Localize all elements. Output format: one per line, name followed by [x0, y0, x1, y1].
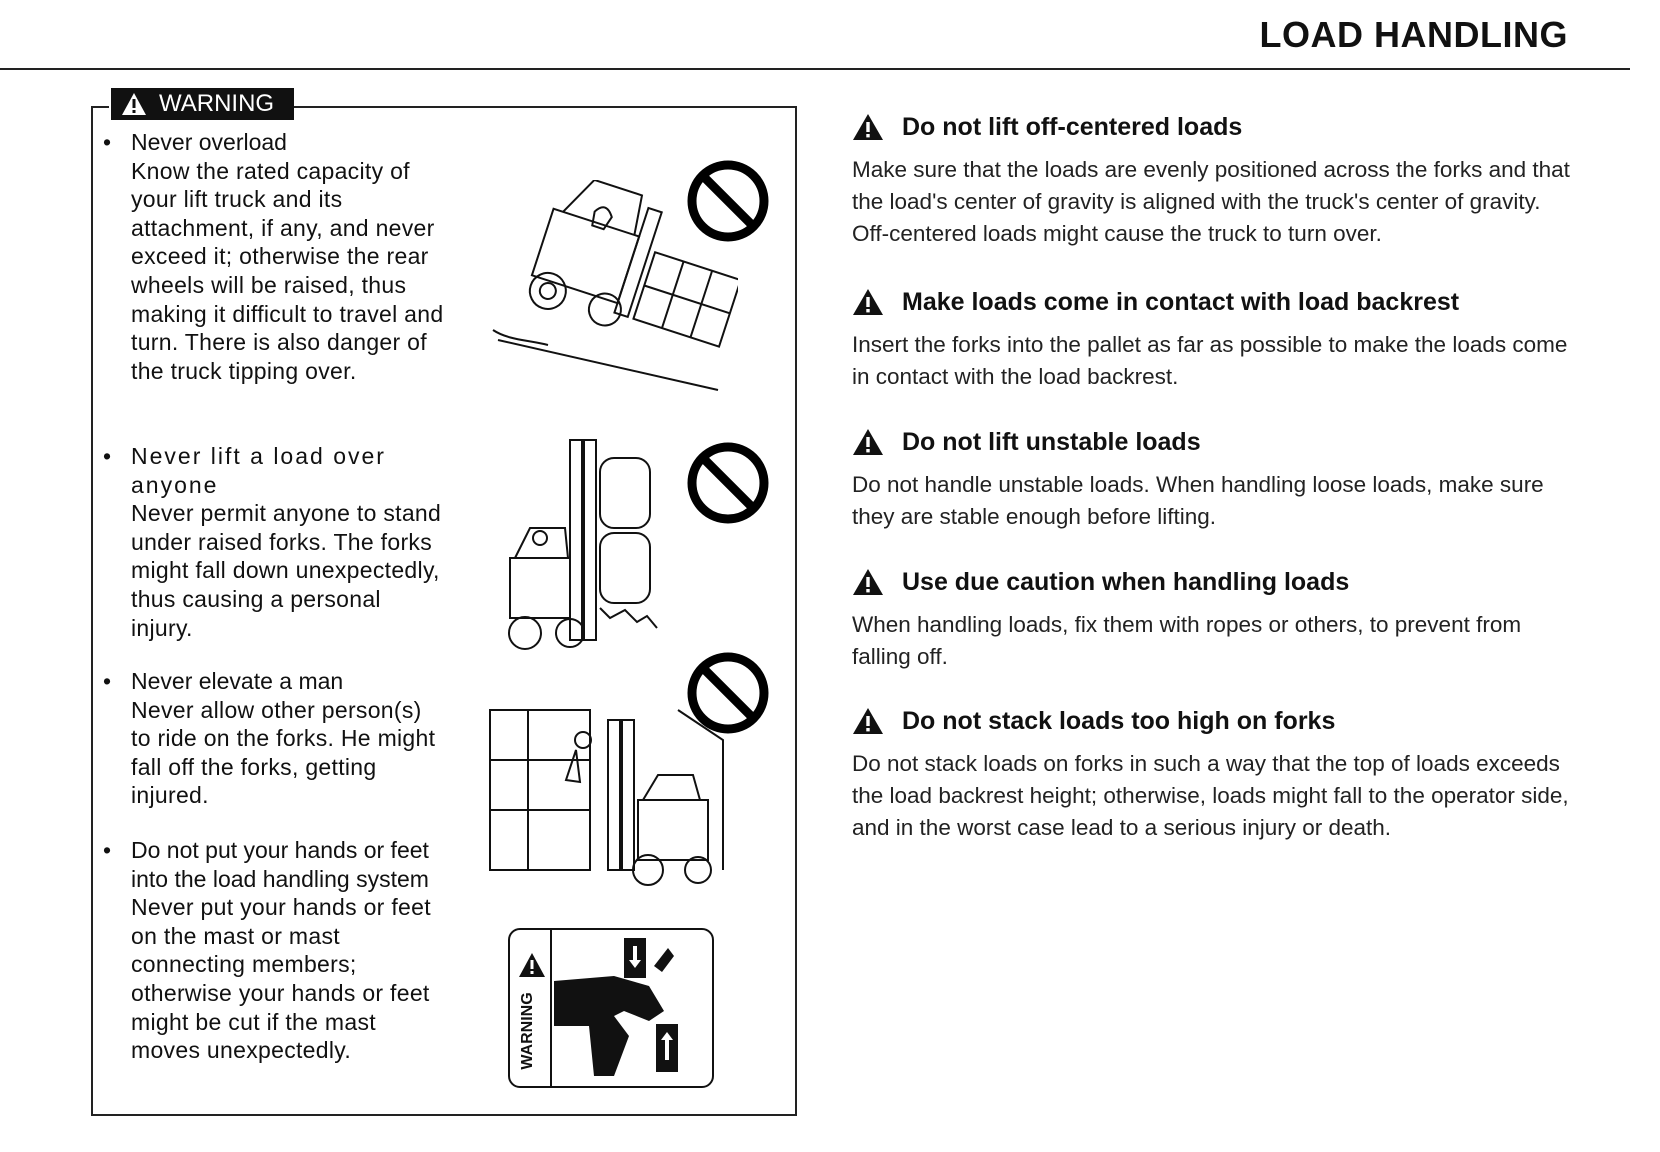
load-over-person-illustration — [500, 438, 680, 668]
section-heading-text: Do not stack loads too high on forks — [902, 706, 1336, 735]
section-heading — [852, 704, 1572, 738]
warning-label — [111, 88, 294, 120]
warning-triangle-icon — [852, 707, 884, 735]
section-body: Make sure that the loads are evenly positioned across the forks and that the load's center of gravity is aligned with the truck's center of gravity. Off-centered loads might cause the truck to turn over. — [852, 157, 1570, 246]
warning-label-text: WARNING — [159, 90, 275, 117]
section-heading-text: Make loads come in contact with load backrest — [902, 287, 1460, 316]
section-heading-text: Do not lift off-centered loads — [902, 112, 1243, 141]
pinch-warning-decal — [508, 928, 714, 1088]
warning-triangle-icon — [852, 568, 884, 596]
section-body: Do not handle unstable loads. When handling loose loads, make sure they are stable enough before lifting. — [852, 472, 1544, 529]
section — [852, 565, 1572, 673]
bullet: • — [103, 668, 112, 694]
bullet: • — [103, 129, 112, 155]
warning-item-body: Know the rated capacity of your lift truck and its attachment, if any, and never exceed it; otherwise the rear wheels will be raised, thus making it difficult to travel and turn. There is also danger of the truck tipping over. — [131, 157, 444, 384]
section — [852, 704, 1572, 844]
bullet: • — [103, 443, 112, 469]
page-title: LOAD HANDLING — [1259, 14, 1568, 55]
warning-triangle-icon — [518, 952, 546, 978]
warning-item-heading: Never lift a load over anyone — [131, 443, 386, 498]
warning-item-body: Never permit anyone to stand under raised forks. The forks might fall down unexpectedly, thus causing a personal injury. — [131, 500, 442, 641]
section-heading — [852, 425, 1572, 459]
warning-item — [103, 836, 448, 1065]
warning-item-heading: Never overload — [131, 129, 287, 155]
warning-item-heading: Do not put your hands or feet into the load handling system — [131, 837, 429, 892]
section-heading-text: Do not lift unstable loads — [902, 427, 1201, 456]
warning-item — [103, 667, 448, 810]
warning-item-body: Never allow other person(s) to ride on the forks. He might fall off the forks, getting injured. — [131, 696, 436, 809]
warning-item-body: Never put your hands or feet on the mast or mast connecting members; otherwise your hands or feet might be cut if the mast moves unexpectedly. — [131, 894, 431, 1064]
section — [852, 285, 1572, 393]
warning-triangle-icon — [121, 92, 147, 116]
section-body: Insert the forks into the pallet as far as possible to make the loads come in contact with the load backrest. — [852, 332, 1568, 389]
section-heading — [852, 565, 1572, 599]
bullet: • — [103, 837, 112, 863]
prohibition-icon — [685, 158, 771, 244]
section-heading — [852, 285, 1572, 319]
title-rule — [0, 68, 1630, 70]
warning-triangle-icon — [852, 428, 884, 456]
prohibition-icon — [685, 440, 771, 526]
decal-warning-text: WARNING — [519, 992, 536, 1070]
warning-triangle-icon — [852, 288, 884, 316]
warning-item-heading: Never elevate a man — [131, 668, 344, 694]
section — [852, 110, 1572, 250]
section-heading — [852, 110, 1572, 144]
section-heading-text: Use due caution when handling loads — [902, 567, 1350, 596]
section — [852, 425, 1572, 533]
section-body: Do not stack loads on forks in such a way that the top of loads exceeds the load backrest height; otherwise, loads might fall to the operator side, and in the worst case lead to a serious injury or death. — [852, 751, 1569, 840]
warning-triangle-icon — [852, 113, 884, 141]
section-body: When handling loads, fix them with ropes or others, to prevent from falling off. — [852, 612, 1522, 669]
warning-item — [103, 128, 448, 385]
hand-pinch-icon — [554, 936, 704, 1082]
warning-item — [103, 442, 448, 642]
prohibition-icon — [685, 650, 771, 736]
